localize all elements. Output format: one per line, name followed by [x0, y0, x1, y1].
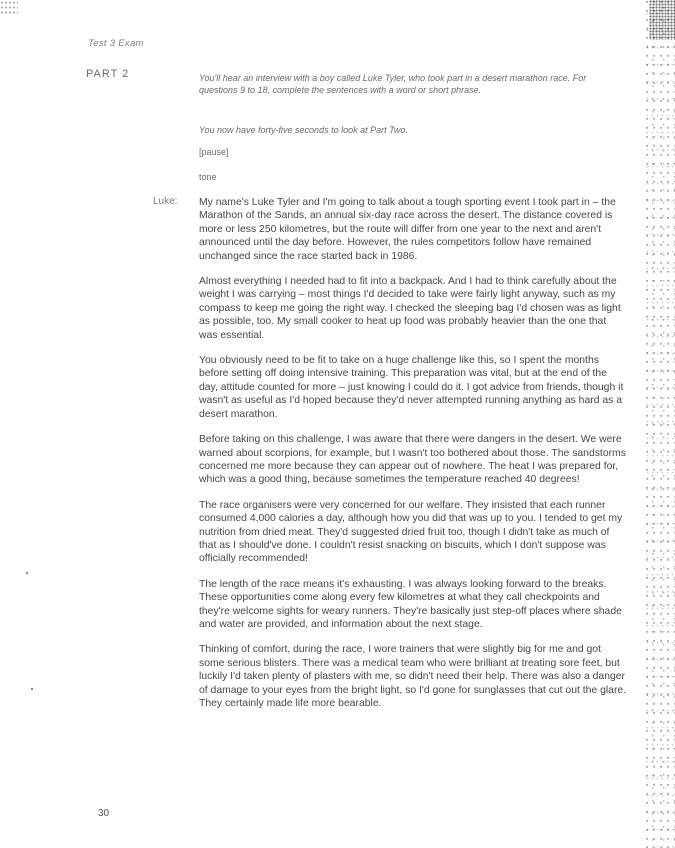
pause-cue: [pause] — [199, 147, 229, 157]
running-header: Test 3 Exam — [88, 38, 144, 49]
scan-noise-top-right — [649, 0, 675, 40]
transcript-paragraph: You obviously need to be fit to take on a huge challenge like this, so I spent the months before setting off doing intensive training. This preparation was vital, but at the end of the day, attitude counted for more – just knowing I could do it. I got advice from friends, though it wasn't as useful as I'd hoped because they'd never attempted running anything as hard as a desert marathon. — [199, 355, 624, 420]
transcript-paragraph: Almost everything I needed had to fit into a backpack. And I had to think carefully about the weight I was carrying – most things I'd decided to take were fairly light anyway, such as my compass to keep me going the right way. I checked the sleeping bag I'd chosen was as light as possible, too. My small cooker to heat up food was probably heavier than the one that was essential. — [199, 276, 621, 341]
tone-cue: tone — [199, 172, 217, 182]
transcript-paragraph: The race organisers were very concerned for our welfare. They insisted that each runner consumed 4,000 calories a day, although how you did that was up to you. I tended to get my nutrition from dried meat. They'd suggested dried fruit too, though I didn't take as much of that as I should've done. I couldn't resist snacking on biscuits, which I don't suppose was officially recommended! — [199, 499, 623, 565]
scan-noise-edge — [645, 0, 675, 848]
scan-dust — [26, 572, 28, 574]
timing-instructions: You now have forty-five seconds to look at Part Two. — [199, 125, 408, 135]
transcript-paragraph: The length of the race means it's exhausting. I was always looking forward to the breaks. These opportunities come along every few kilometres at what they call checkpoints and they're welcome sights for weary runners. They're basically just step-off places where shade and water are provided, and information about the next stage. — [199, 578, 622, 630]
transcript-body — [199, 196, 627, 722]
task-instructions: You'll hear an interview with a boy called Luke Tyler, who took part in a desert marathon race. For questions 9 to 18, complete the sentences with a word or short phrase. — [199, 73, 587, 95]
speaker-label: Luke: — [153, 196, 178, 207]
transcript-paragraph: Thinking of comfort, during the race, I wore trainers that were slightly big for me and got some serious blisters. There was a medical team who were brilliant at treating sore feet, but luckily I'd taken plenty of plasters with me, so didn't need their help. There was also a danger of damage to your eyes from the bright light, so I'd gone for sunglasses that cut out the glare. They certainly made life more bearable. — [199, 644, 627, 709]
scan-dust — [31, 688, 33, 690]
part-label: PART 2 — [86, 68, 130, 80]
scan-noise-corner — [0, 0, 18, 14]
transcript-paragraph: My name's Luke Tyler and I'm going to talk about a tough sporting event I took part in – the Marathon of the Sands, an annual six-day race across the desert. The distance covered is more or less 250 kilometres, but the route will differ from one year to the next and aren't announced until the day before. However, the rules competitors follow have remained unchanged since the race started back in 1986. — [199, 197, 616, 262]
page-number: 30 — [98, 808, 110, 819]
transcript-paragraph: Before taking on this challenge, I was aware that there were dangers in the desert. We were warned about scorpions, for example, but I wasn't too bothered about those. The sandstorms concerned me more because they can appear out of nowhere. The heat I was prepared for, which was a good thing, because sometimes the temperature reached 40 degrees! — [199, 434, 626, 486]
